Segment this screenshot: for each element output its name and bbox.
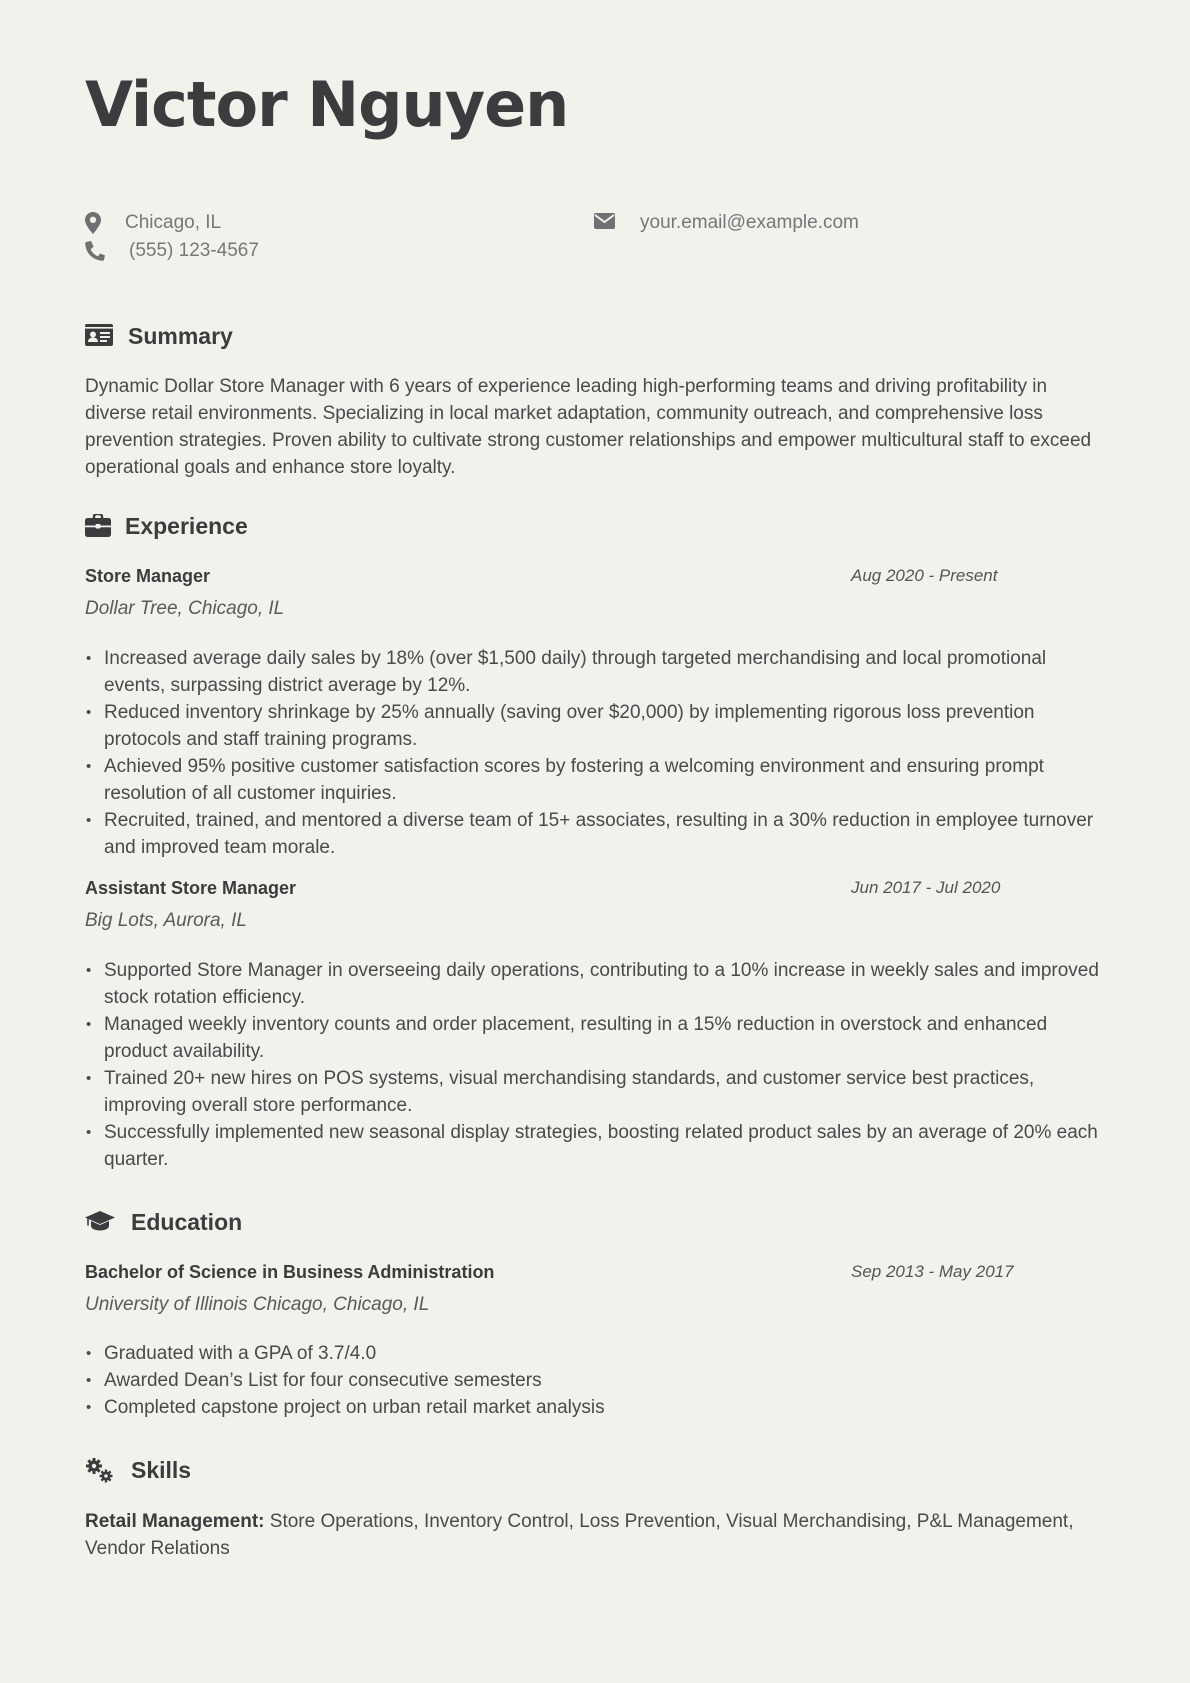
education-title: Education xyxy=(131,1209,243,1235)
job-title: Store Manager xyxy=(85,566,211,586)
id-card-icon xyxy=(85,324,115,350)
list-item: • Completed capstone project on urban retail market analysis xyxy=(85,1394,1105,1421)
summary-title: Summary xyxy=(128,323,233,349)
education-heading xyxy=(85,1209,242,1236)
job-organization: Dollar Tree, Chicago, IL xyxy=(85,598,285,619)
job-organization: Big Lots, Aurora, IL xyxy=(85,910,247,931)
job-bullet-list xyxy=(85,645,1105,861)
skills-line xyxy=(85,1508,1105,1562)
candidate-name: Victor Nguyen xyxy=(85,68,569,141)
education-bullet-list xyxy=(85,1340,1105,1421)
list-item: • Increased average daily sales by 18% (over $1,500 daily) through targeted merchandising and local promotional events, surpassing district average by 12%. xyxy=(85,645,1105,699)
list-item: • Graduated with a GPA of 3.7/4.0 xyxy=(85,1340,1105,1367)
contact-phone xyxy=(85,240,259,262)
list-item: • Successfully implemented new seasonal display strategies, boosting related product sales by an average of 20% each quarter. xyxy=(85,1119,1105,1173)
list-item: • Reduced inventory shrinkage by 25% annually (saving over $20,000) by implementing rigorous loss prevention protocols and staff training programs. xyxy=(85,699,1105,753)
summary-text: Dynamic Dollar Store Manager with 6 years of experience leading high-performing teams and driving profitability in diverse retail environments. Specializing in local market adaptation, community outreach, and comprehensive loss prevention strategies. Proven ability to cultivate strong customer relationships and empower multicultural staff to exceed operational goals and enhance store loyalty. xyxy=(85,376,1092,478)
graduation-cap-icon xyxy=(85,1210,115,1236)
job-dates: Aug 2020 - Present xyxy=(851,566,998,585)
contact-location xyxy=(85,212,221,234)
gears-icon xyxy=(85,1458,115,1484)
email-link[interactable]: your.email@example.com xyxy=(640,212,859,233)
list-item: • Supported Store Manager in overseeing daily operations, contributing to a 10% increase in weekly sales and improved stock rotation efficiency. xyxy=(85,957,1105,1011)
envelope-icon xyxy=(594,212,616,234)
contact-email xyxy=(594,212,859,234)
job-bullet-list xyxy=(85,957,1105,1173)
experience-heading xyxy=(85,513,248,540)
skills-category: Retail Management: xyxy=(85,1511,265,1532)
degree-title: Bachelor of Science in Business Administration xyxy=(85,1262,495,1282)
list-item: • Achieved 95% positive customer satisfaction scores by fostering a welcoming environment and ensuring prompt resolution of all customer inquiries. xyxy=(85,753,1105,807)
resume-page xyxy=(85,0,1105,1683)
briefcase-icon xyxy=(85,514,115,540)
list-item: • Trained 20+ new hires on POS systems, visual merchandising standards, and customer service best practices, improving overall store performance. xyxy=(85,1065,1105,1119)
phone-icon xyxy=(85,240,107,262)
job-dates: Jun 2017 - Jul 2020 xyxy=(851,878,1001,897)
map-marker-icon xyxy=(85,212,107,234)
list-item: • Recruited, trained, and mentored a diverse team of 15+ associates, resulting in a 30% reduction in employee turnover and improved team morale. xyxy=(85,807,1105,861)
job-title: Assistant Store Manager xyxy=(85,878,297,898)
location-text: Chicago, IL xyxy=(125,212,222,233)
phone-text: (555) 123-4567 xyxy=(129,240,259,261)
list-item: • Awarded Dean’s List for four consecutive semesters xyxy=(85,1367,1105,1394)
education-dates: Sep 2013 - May 2017 xyxy=(851,1262,1014,1281)
skills-list: Store Operations, Inventory Control, Loss Prevention, Visual Merchandising, P&L Management, Vendor Relations xyxy=(85,1511,1074,1559)
skills-title: Skills xyxy=(131,1457,192,1483)
skills-heading xyxy=(85,1457,191,1484)
school-name: University of Illinois Chicago, Chicago, IL xyxy=(85,1294,430,1315)
experience-title: Experience xyxy=(125,513,248,539)
list-item: • Managed weekly inventory counts and order placement, resulting in a 15% reduction in overstock and enhanced product availability. xyxy=(85,1011,1105,1065)
summary-heading xyxy=(85,323,233,350)
